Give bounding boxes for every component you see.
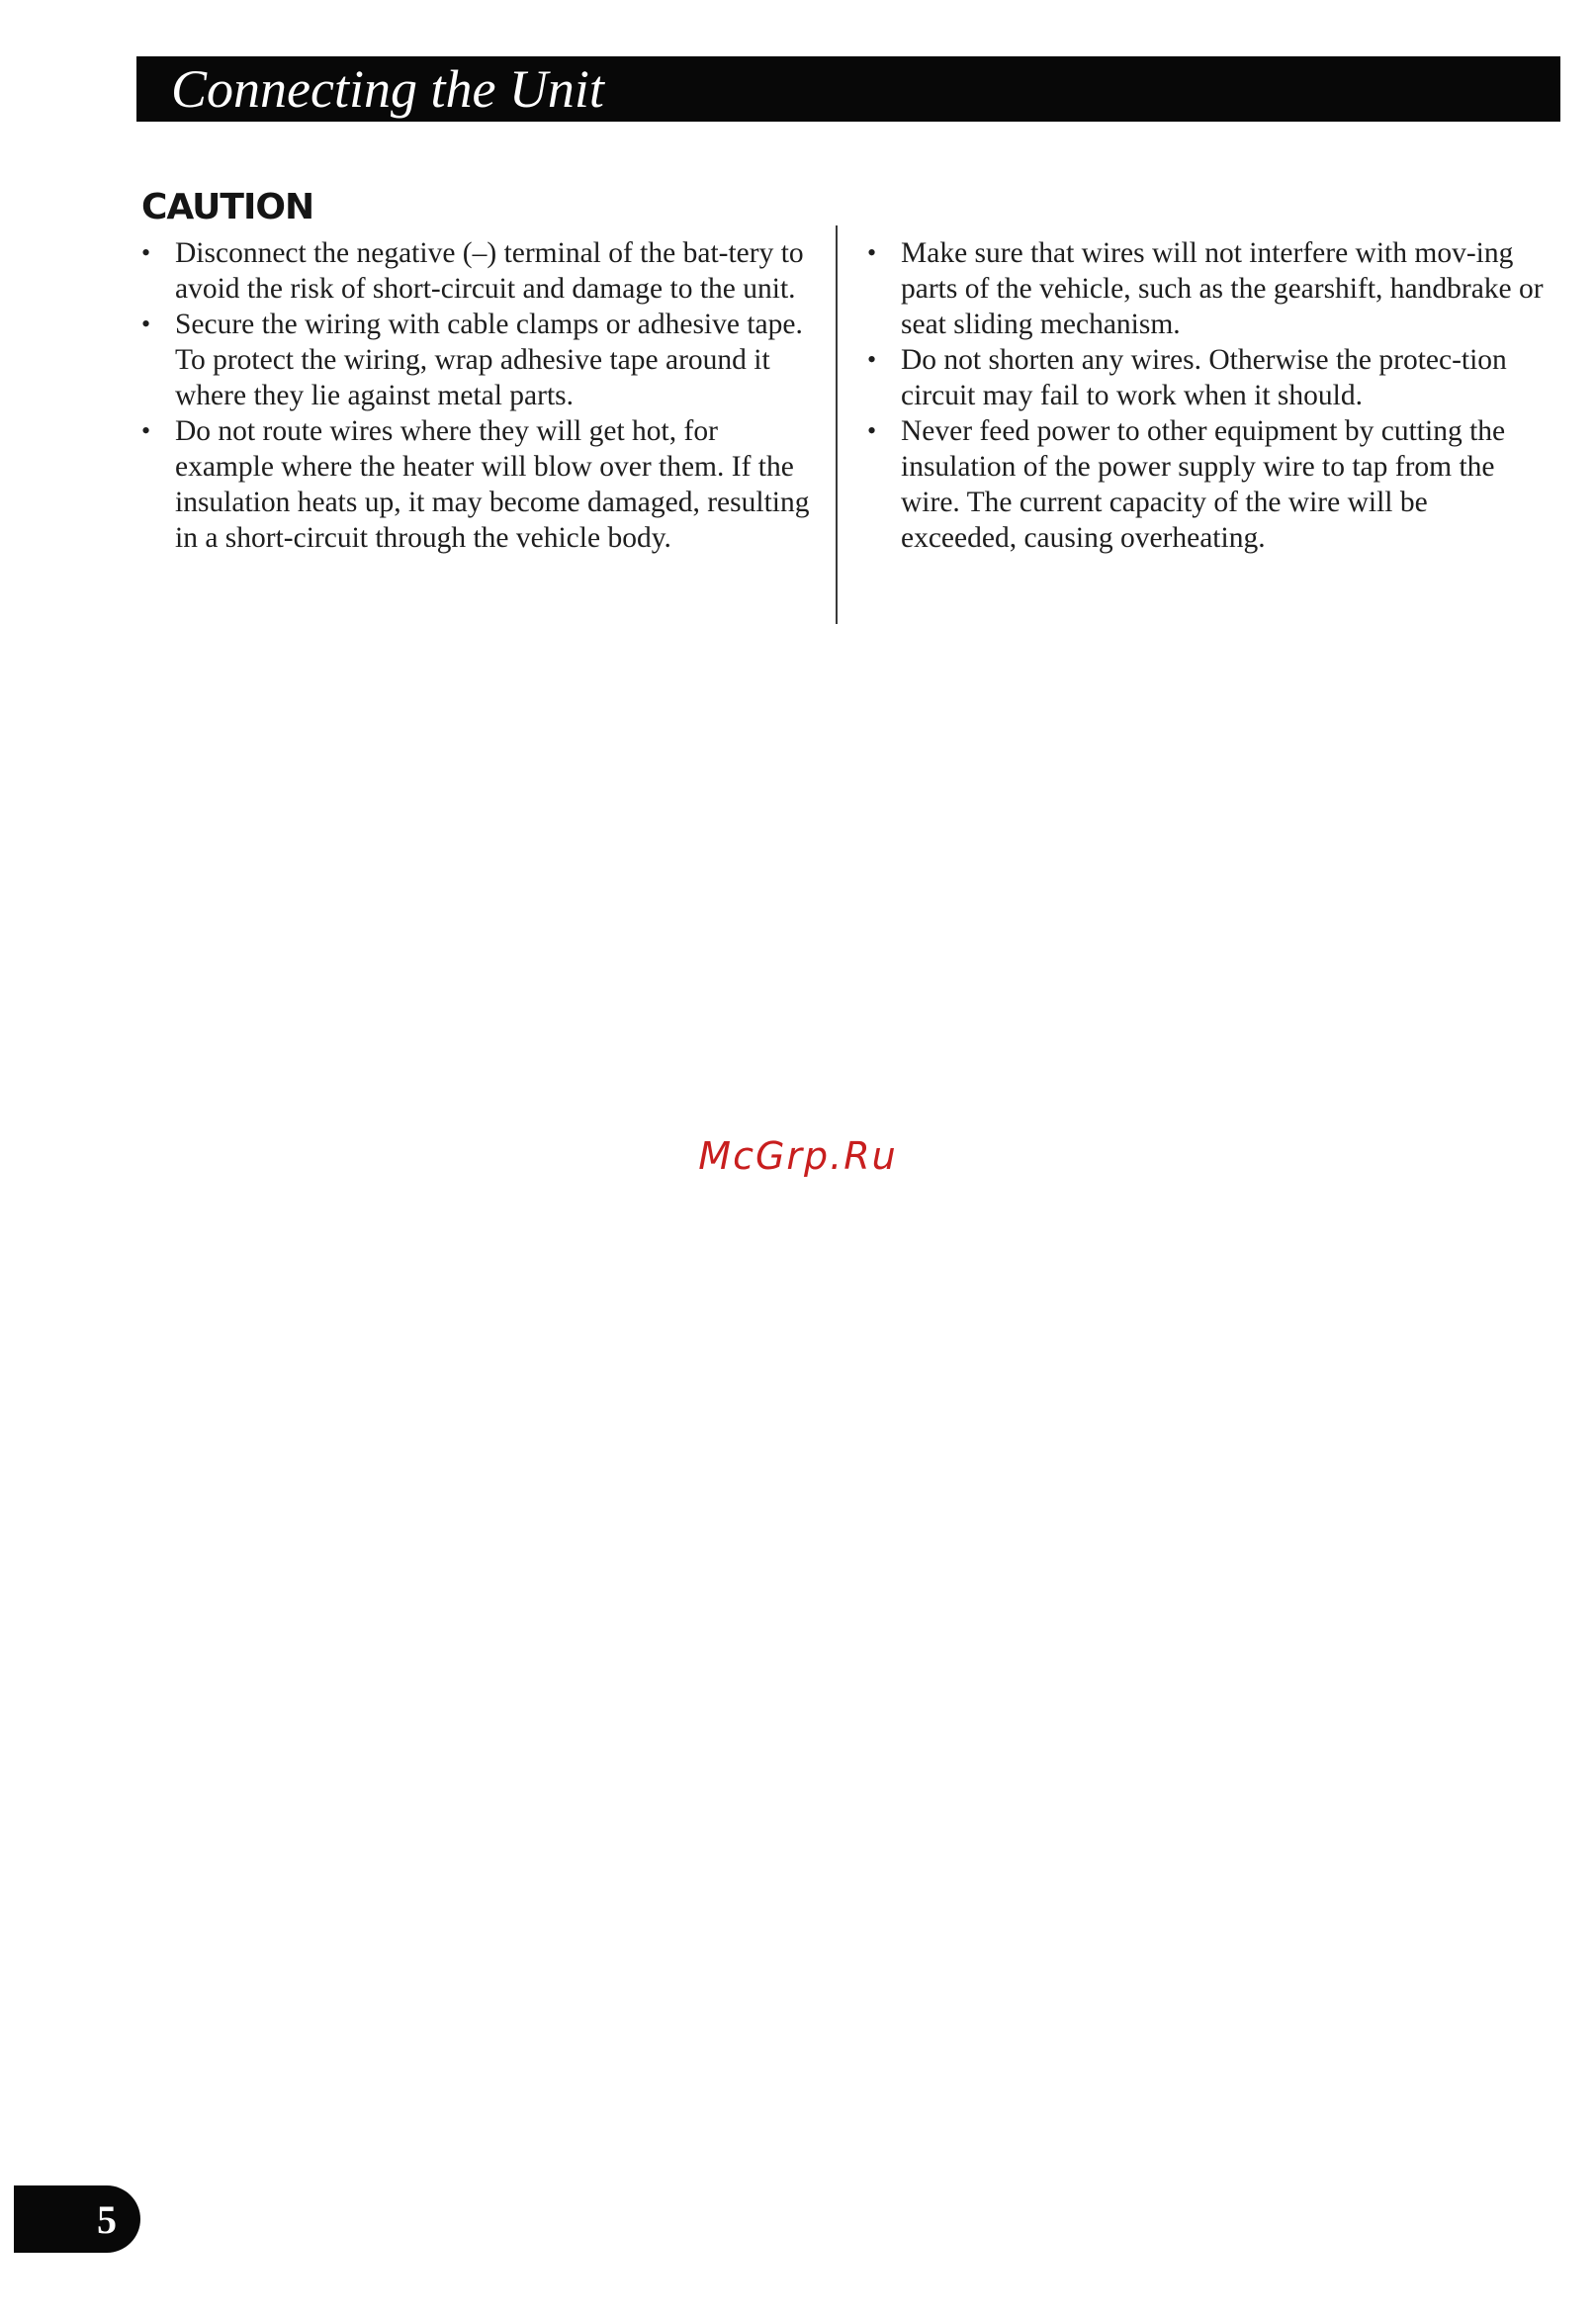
caution-item: • Make sure that wires will not interfere with mov-ing parts of the vehicle, such as the gearshift, handbrake or seat sliding mechanism. bbox=[867, 235, 1550, 342]
caution-item: • Do not route wires where they will get hot, for example where the heater will blow over them. If the insulation heats up, it may become damaged, resulting in a short-circuit through the vehicle body. bbox=[141, 413, 814, 556]
caution-list-left bbox=[141, 235, 814, 556]
page-number: 5 bbox=[97, 2196, 117, 2242]
caution-list-right bbox=[867, 235, 1550, 556]
column-divider bbox=[836, 225, 838, 624]
caution-item: • Do not shorten any wires. Otherwise the protec-tion circuit may fail to work when it should. bbox=[867, 342, 1550, 413]
watermark: McGrp.Ru bbox=[698, 1134, 898, 1178]
caution-item: • Never feed power to other equipment by cutting the insulation of the power supply wire to tap from the wire. The current capacity of the wire will be exceeded, causing overheating. bbox=[867, 413, 1550, 556]
caution-heading: CAUTION bbox=[141, 187, 314, 227]
page-title: Connecting the Unit bbox=[171, 59, 604, 119]
caution-item: • Disconnect the negative (–) terminal of the bat-tery to avoid the risk of short-circuit and damage to the unit. bbox=[141, 235, 814, 307]
page-number-tab bbox=[14, 2185, 140, 2253]
section-title-bar bbox=[136, 56, 1560, 122]
caution-item: • Secure the wiring with cable clamps or adhesive tape. To protect the wiring, wrap adhesive tape around it where they lie against metal parts. bbox=[141, 307, 814, 413]
